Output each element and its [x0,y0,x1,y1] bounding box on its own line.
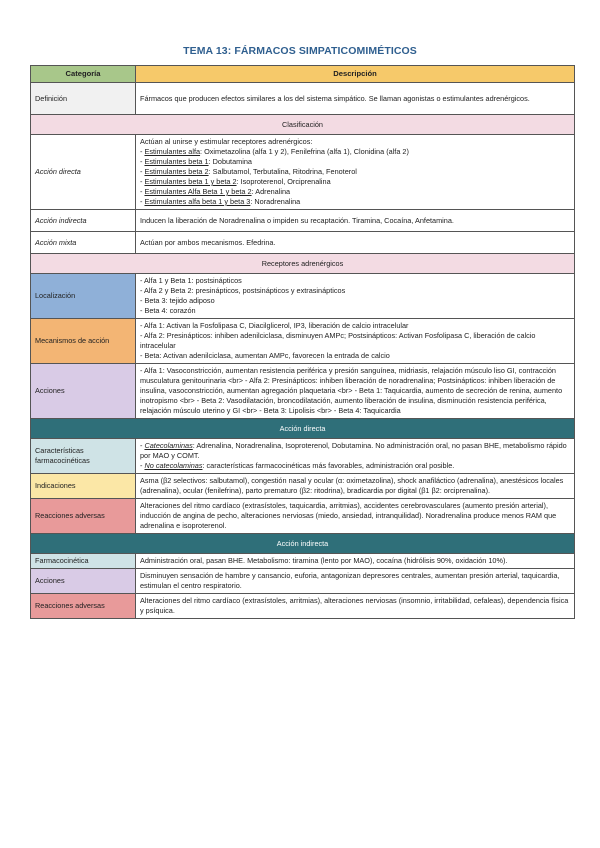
list-item: - Estimulantes alfa beta 1 y beta 3: Noradrenalina [140,197,301,206]
label-mecanismos: Mecanismos de acción [31,319,136,364]
header-description: Descripción [136,66,575,83]
text-reacciones-indirecta: Alteraciones del ritmo cardíaco (extrasístoles, arritmias), alteraciones nerviosas (insomnio, irritabilidad, cefaleas), dependencia física y psíquica. [136,594,575,619]
section-title-accion-indirecta: Acción indirecta [31,534,575,554]
header-category: Categoría [31,66,136,83]
list-item: - Estimulantes alfa: Oximetazolina (alfa 1 y 2), Fenilefrina (alfa 1), Clonidina (alfa 2) [140,147,409,156]
label-localizacion: Localización [31,274,136,319]
list-item: - Beta 3: tejido adiposo [140,296,215,305]
list-item: - Beta 4: corazón [140,306,196,315]
text-acciones-indirecta: Disminuyen sensación de hambre y cansancio, euforia, antagonizan depresores centrales, aumentan presión arterial, taquicardia, estimulan el centro respiratorio. [136,569,575,594]
label-acciones-receptores: Acciones [31,364,136,419]
list-item: - Catecolaminas: Adrenalina, Noradrenalina, Isoproterenol, Dobutamina. No administración oral, no pasan BHE, metabolismo rápido por MAO y COMT. [140,441,567,460]
list-item: - Estimulantes beta 1: Dobutamina [140,157,252,166]
text-caracteristicas [136,439,575,474]
text-accion-directa [136,135,575,210]
section-accion-directa [31,419,575,439]
section-clasificacion [31,115,575,135]
row-indicaciones [31,474,575,499]
row-localizacion [31,274,575,319]
label-accion-directa: Acción directa [31,135,136,210]
section-receptores [31,254,575,274]
list-item: - Alfa 2 y Beta 2: presinápticos, postsinápticos y extrasinápticos [140,286,346,295]
list-item: - Alfa 2: Presinápticos: inhiben adenilciclasa, disminuyen AMPc; Postsinápticos: Activan Fosfolipasa C, liberación de calcio intracelular [140,331,536,350]
text-accion-indirecta: Inducen la liberación de Noradrenalina o impiden su recaptación. Tiramina, Cocaína, Anfetamina. [136,210,575,232]
label-accion-mixta: Acción mixta [31,232,136,254]
label-acciones-indirecta: Acciones [31,569,136,594]
table-header-row [31,66,575,83]
section-title-clasificacion: Clasificación [31,115,575,135]
directa-intro: Actúan al unirse y estimular receptores adrenérgicos: [140,137,313,146]
text-definicion: Fármacos que producen efectos similares a los del sistema simpático. Se llaman agonistas o estimulantes adrenérgicos. [136,83,575,115]
list-item: - Beta: Activan adenilciclasa, aumentan AMPc, favorecen la entrada de calcio [140,351,390,360]
row-accion-indirecta [31,210,575,232]
section-accion-indirecta [31,534,575,554]
label-farmacocinetica: Farmacocinética [31,554,136,569]
label-caracteristicas: Características farmacocinéticas [31,439,136,474]
pharmacology-table [30,65,575,619]
text-farmacocinetica: Administración oral, pasan BHE. Metabolismo: tiramina (lento por MAO), cocaína (hidrólisis 90%, oxidación 10%). [136,554,575,569]
text-acciones-receptores: - Alfa 1: Vasoconstricción, aumentan resistencia periférica y presión sanguínea, midriasis, relajación músculo liso GI, contracción musculatura genitourinaria <br> - Alfa 2: Presinápticos: inhiben liberación de noradrenalina; Postsinápticos: inhiben liberación de insulina, vasoconstricción, aumentan agregación plaquetaria <br> - Beta 1: Taquicardia, aumento de secreción de renina, aumento inotropismo <br> - Beta 2: Vasodilatación, broncodilatación, aumento liberación de insulina, disminución resistencia periférica, relajación músculo uterino y GI <br> - Beta 3: Lipolisis <br> - Beta 4: Taquicardia [136,364,575,419]
label-reacciones-indirecta: Reacciones adversas [31,594,136,619]
label-accion-indirecta: Acción indirecta [31,210,136,232]
row-caracteristicas [31,439,575,474]
text-localizacion [136,274,575,319]
row-definicion [31,83,575,115]
list-item: - Alfa 1 y Beta 1: postsinápticos [140,276,242,285]
row-accion-directa [31,135,575,210]
row-acciones-receptores [31,364,575,419]
row-farmacocinetica [31,554,575,569]
label-definicion: Definición [31,83,136,115]
text-indicaciones: Asma (β2 selectivos: salbutamol), congestión nasal y ocular (α: oximetazolina), shock anafiláctico (adrenalina), anestésicos locales (adrenalina), ocular (fenilefrina), parto prematuro (β2: ritodrina), bradicardia por digital (β1 β2: orciprenalina). [136,474,575,499]
row-accion-mixta [31,232,575,254]
label-reacciones-directa: Reacciones adversas [31,499,136,534]
section-title-receptores: Receptores adrenérgicos [31,254,575,274]
list-item: - Estimulantes Alfa Beta 1 y beta 2: Adrenalina [140,187,291,196]
page-title: TEMA 13: FÁRMACOS SIMPATICOMIMÉTICOS [183,45,417,57]
row-reacciones-directa [31,499,575,534]
list-item: - Estimulantes beta 2: Salbutamol, Terbutalina, Ritodrina, Fenoterol [140,167,357,176]
label-indicaciones: Indicaciones [31,474,136,499]
text-reacciones-directa: Alteraciones del ritmo cardíaco (extrasístoles, taquicardia, arritmias), accidentes cerebrovasculares (aumento presión arterial), inducción de angina de pecho, alteraciones nerviosas (miedo, ansiedad, intranquilidad). Noradrenalina produce menos RAM que adrenalina e isoproterenol. [136,499,575,534]
row-reacciones-indirecta [31,594,575,619]
list-item: - Estimulantes beta 1 y beta 2: Isoproterenol, Orciprenalina [140,177,331,186]
row-acciones-indirecta [31,569,575,594]
text-mecanismos [136,319,575,364]
list-item: - No catecolaminas: características farmacocinéticas más favorables, administración oral posible. [140,461,455,470]
text-accion-mixta: Actúan por ambos mecanismos. Efedrina. [136,232,575,254]
section-title-accion-directa: Acción directa [31,419,575,439]
list-item: - Alfa 1: Activan la Fosfolipasa C, Diacilglicerol, IP3, liberación de calcio intracelular [140,321,409,330]
row-mecanismos [31,319,575,364]
